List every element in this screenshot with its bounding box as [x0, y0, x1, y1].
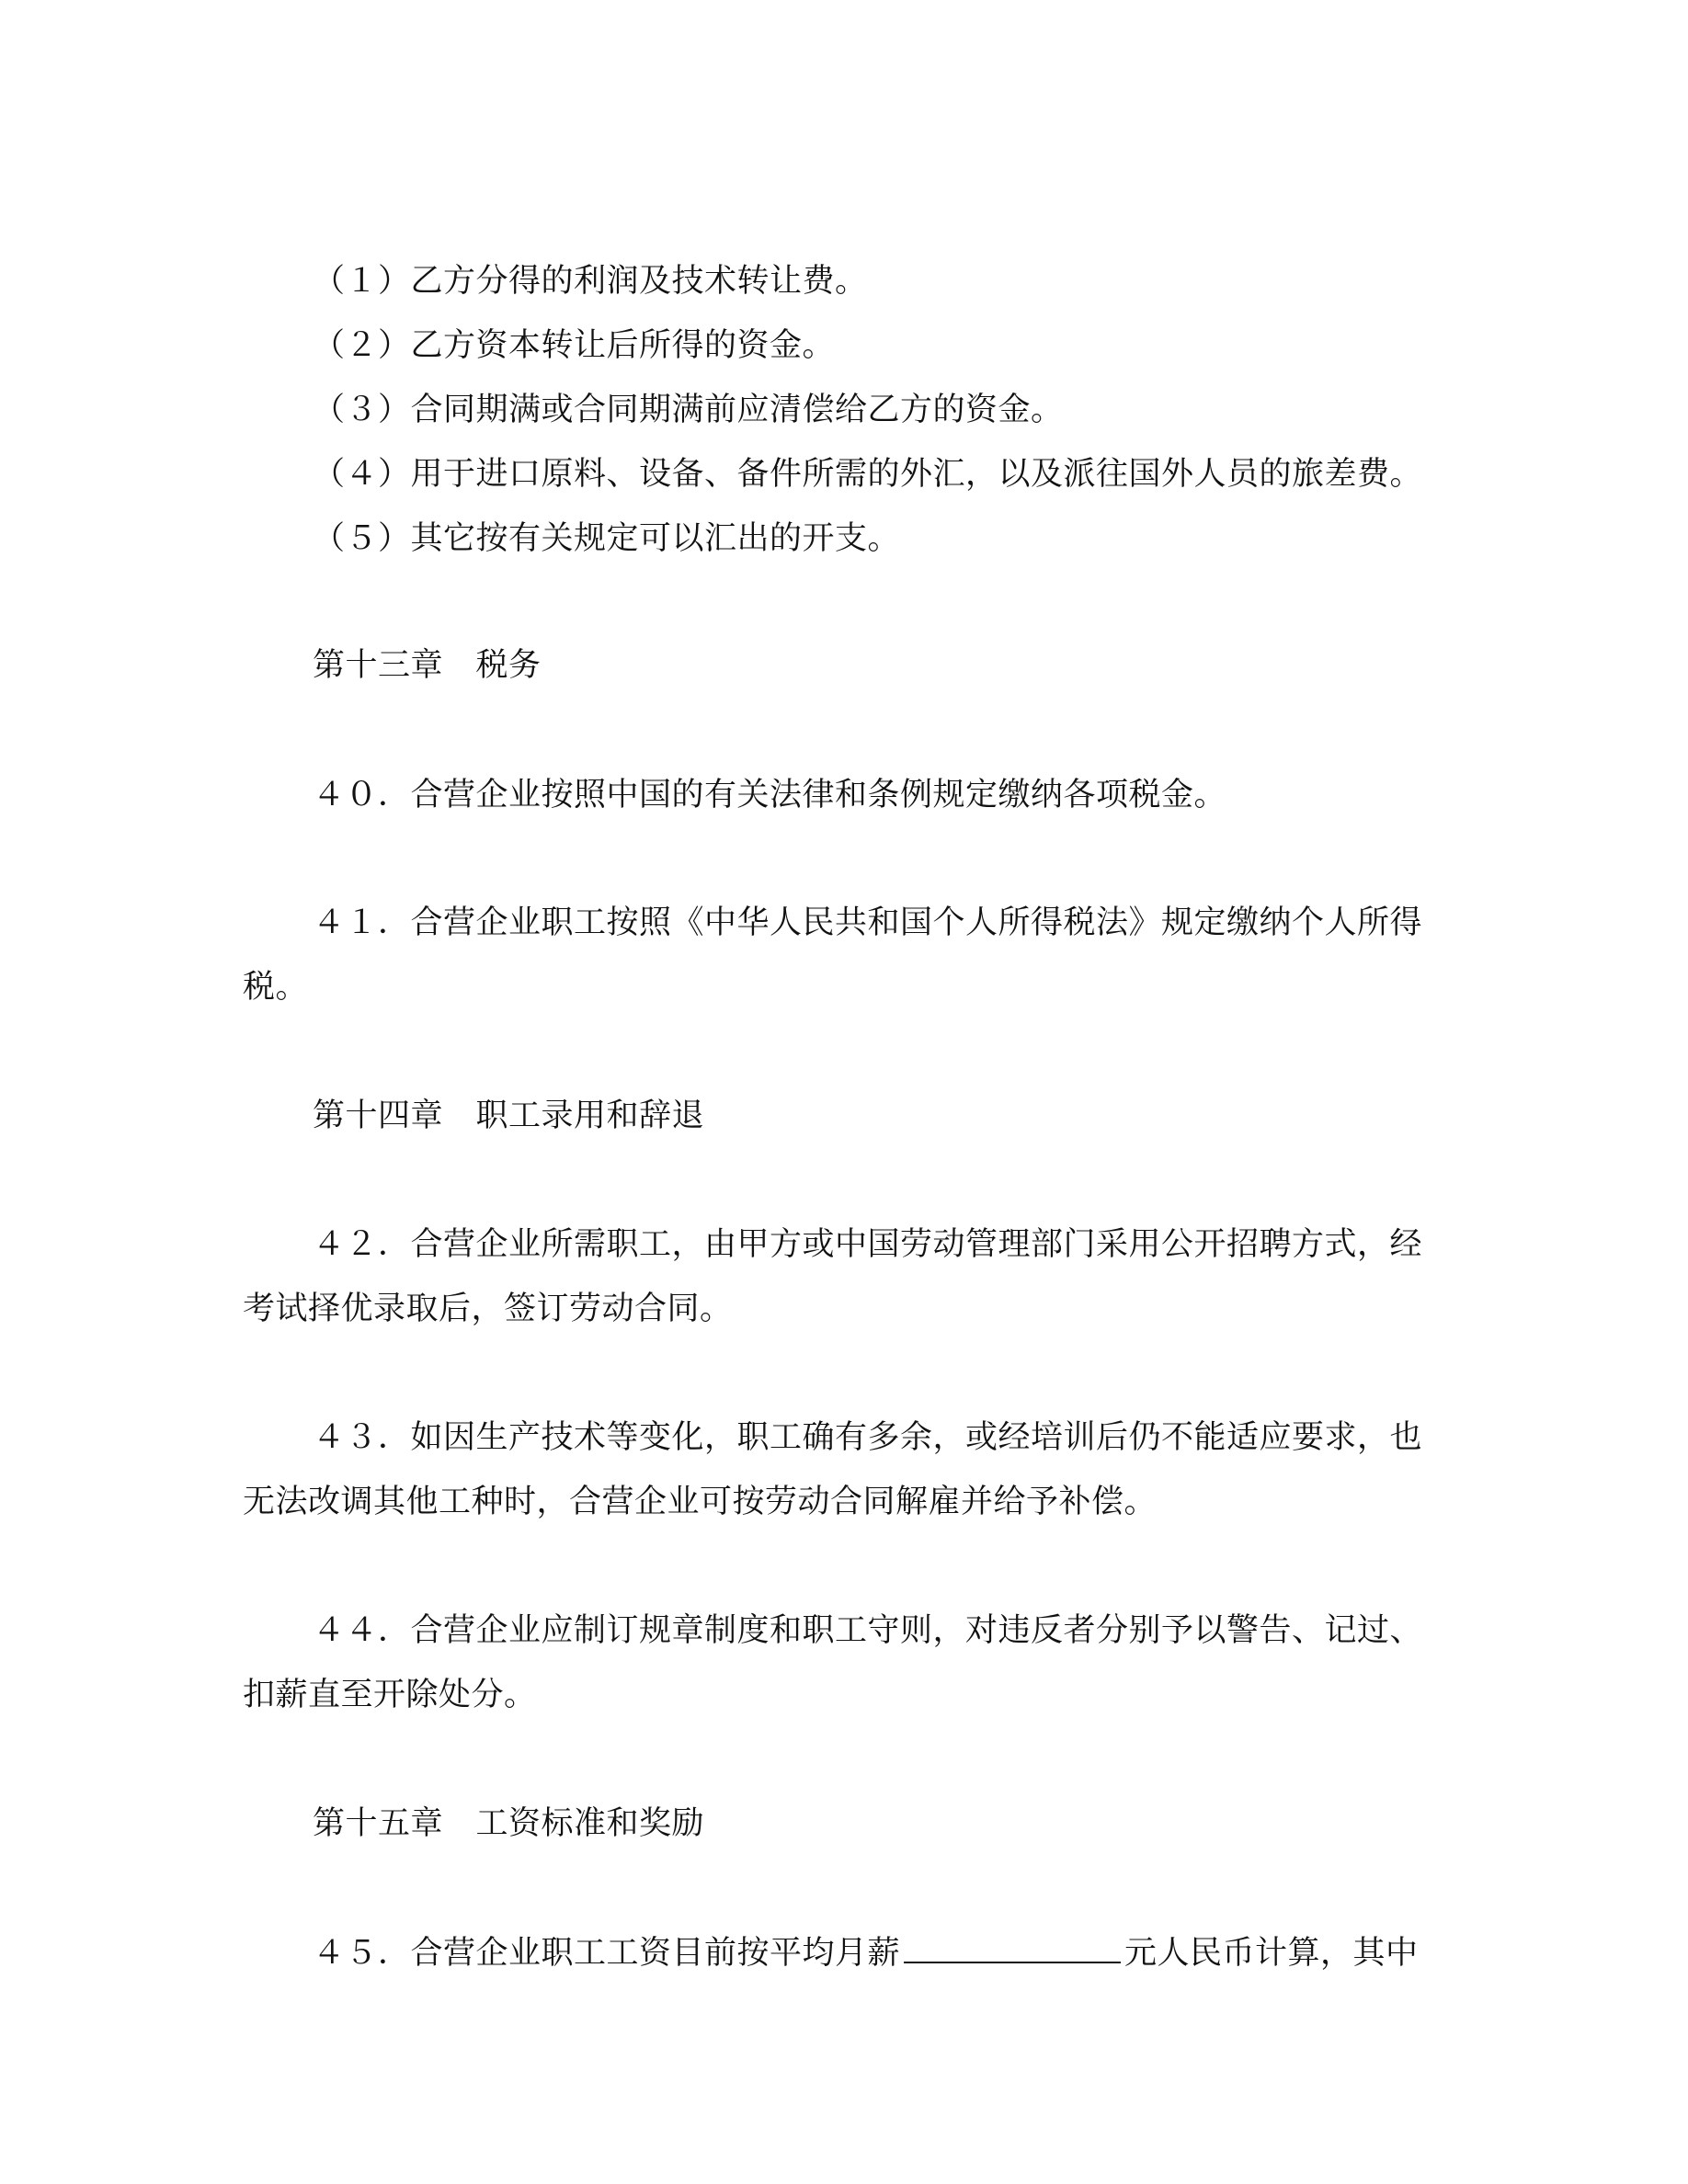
list-item-4: （４）用于进口原料、设备、备件所需的外汇，以及派往国外人员的旅差费。	[313, 456, 1423, 493]
article-41-line-1: ４１．合营企业职工按照《中华人民共和国个人所得税法》规定缴纳个人所得	[313, 904, 1423, 941]
article-44-line-2: 扣薪直至开除处分。	[243, 1677, 537, 1713]
article-45-line-1	[313, 1934, 1517, 1972]
article-40: ４０．合营企业按照中国的有关法律和条例规定缴纳各项税金。	[313, 777, 1227, 813]
article-43-line-2: 无法改调其他工种时，合营企业可按劳动合同解雇并给予补偿。	[243, 1484, 1158, 1520]
article-45-text-after: 元人民币计算，其中	[1124, 1935, 1419, 1972]
chapter-15-heading: 第十五章 工资标准和奖励	[313, 1805, 705, 1842]
list-item-3: （３）合同期满或合同期满前应清偿给乙方的资金。	[313, 392, 1064, 428]
article-42-line-1: ４２．合营企业所需职工，由甲方或中国劳动管理部门采用公开招聘方式，经	[313, 1226, 1423, 1263]
article-42-line-2: 考试择优录取后，签订劳动合同。	[243, 1291, 733, 1327]
chapter-13-heading: 第十三章 税务	[313, 647, 542, 684]
article-43-line-1: ４３．如因生产技术等变化，职工确有多余，或经培训后仍不能适应要求，也	[313, 1419, 1423, 1456]
list-item-1: （１）乙方分得的利润及技术转让费。	[313, 263, 868, 300]
chapter-14-heading: 第十四章 职工录用和辞退	[313, 1098, 705, 1134]
salary-blank-field[interactable]	[904, 1934, 1121, 1963]
article-44-line-1: ４４．合营企业应制订规章制度和职工守则，对违反者分别予以警告、记过、	[313, 1612, 1423, 1649]
list-item-5: （５）其它按有关规定可以汇出的开支。	[313, 520, 901, 557]
article-45-text-before: ４５．合营企业职工工资目前按平均月薪	[313, 1935, 901, 1972]
article-41-line-2: 税。	[243, 969, 309, 1006]
list-item-2: （２）乙方资本转让后所得的资金。	[313, 327, 836, 364]
